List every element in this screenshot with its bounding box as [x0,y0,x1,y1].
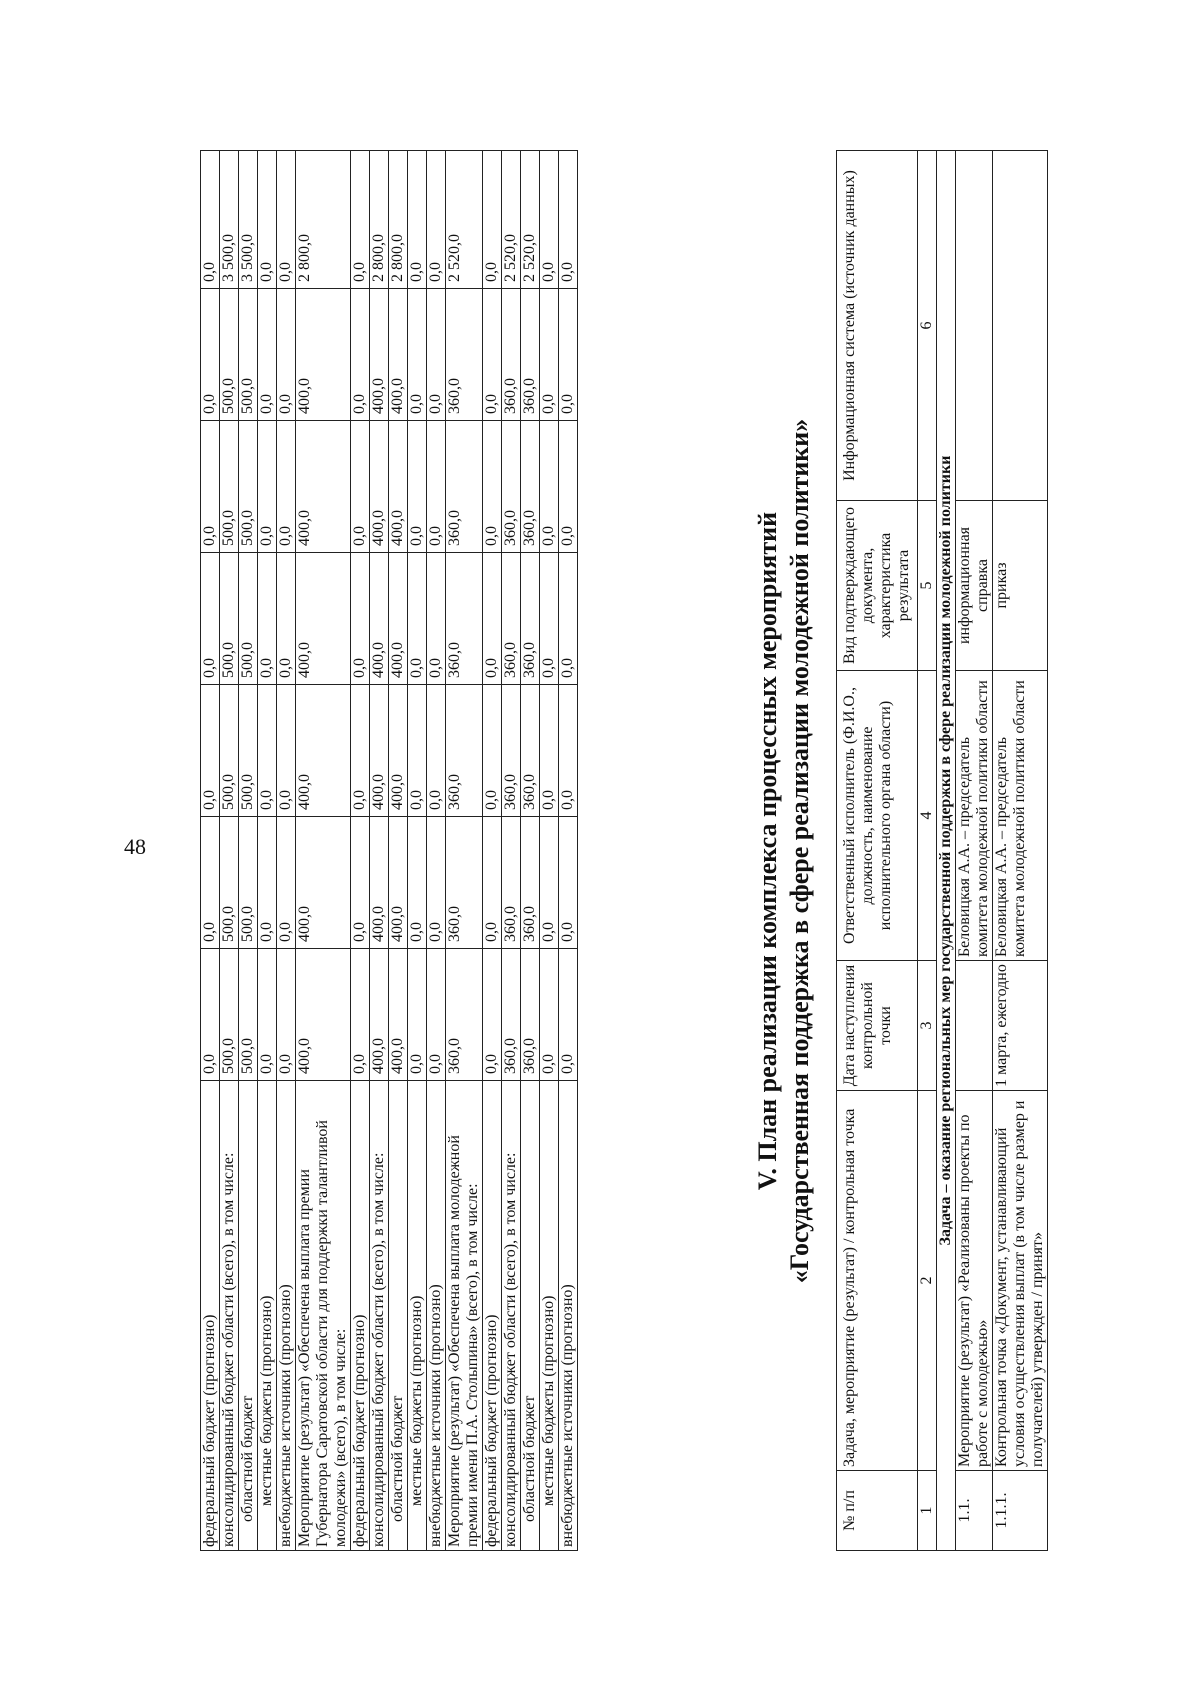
task-row [937,151,956,1551]
finance-row-value: 360,0 [502,817,521,949]
finance-row-value: 0,0 [483,151,502,289]
finance-row-value: 400,0 [389,553,408,685]
plan-row-system [993,151,1048,501]
finance-row-label: местные бюджеты (прогнозно) [408,1081,427,1551]
finance-row-value: 400,0 [370,685,389,817]
finance-row-label: внебюджетные источники (прогнозно) [427,1081,446,1551]
finance-row-label: местные бюджеты (прогнозно) [540,1081,559,1551]
finance-row-value: 0,0 [277,553,296,685]
finance-row [296,151,351,1551]
finance-row-value: 0,0 [483,685,502,817]
finance-row-value: 0,0 [277,685,296,817]
finance-row-value: 0,0 [427,553,446,685]
finance-row-value: 0,0 [408,421,427,553]
finance-row-value: 500,0 [220,421,239,553]
finance-row-value: 360,0 [521,949,540,1081]
finance-row-value: 400,0 [389,421,408,553]
finance-row-value: 0,0 [258,289,277,421]
plan-row-doc: информационная справка [956,501,993,671]
finance-row-value: 0,0 [408,949,427,1081]
finance-row-value: 0,0 [559,421,578,553]
finance-row-value: 360,0 [502,421,521,553]
finance-row-value: 400,0 [296,421,351,553]
finance-row [559,151,578,1551]
finance-row [502,151,521,1551]
finance-row-value: 400,0 [296,553,351,685]
finance-row-value: 0,0 [483,289,502,421]
finance-row [521,151,540,1551]
finance-row-value: 0,0 [540,817,559,949]
header-responsible: Ответственный исполнитель (Ф.И.О., должность, наименование исполнительного органа области) [837,671,918,961]
finance-row-value: 500,0 [220,685,239,817]
finance-row-value: 0,0 [540,949,559,1081]
finance-row-value: 0,0 [201,817,220,949]
finance-row-label: консолидированный бюджет области (всего), в том числе: [370,1081,389,1551]
plan-row [993,151,1048,1551]
finance-row [389,151,408,1551]
col-number: 3 [918,961,937,1091]
finance-row-value: 500,0 [239,289,258,421]
finance-row-value: 0,0 [559,817,578,949]
finance-row-value: 0,0 [540,553,559,685]
finance-row-value: 500,0 [239,949,258,1081]
plan-row-name: Мероприятие (результат) «Реализованы проекты по работе с молодежью» [956,1091,993,1471]
finance-row [277,151,296,1551]
finance-row-value: 0,0 [408,289,427,421]
finance-row-value: 360,0 [446,289,483,421]
finance-row-value: 360,0 [521,685,540,817]
finance-row [239,151,258,1551]
finance-row-value: 400,0 [389,289,408,421]
finance-row-value: 0,0 [408,685,427,817]
finance-row-value: 0,0 [559,151,578,289]
finance-row-label: Мероприятие (результат) «Обеспечена выплата премии Губернатора Саратовской области для поддержки талантливой молодежи» (всего), в том числе: [296,1081,351,1551]
finance-row-value: 0,0 [540,685,559,817]
finance-row-value: 500,0 [239,685,258,817]
finance-row-label: федеральный бюджет (прогнозно) [201,1081,220,1551]
finance-row-label: внебюджетные источники (прогнозно) [277,1081,296,1551]
finance-row-value: 0,0 [201,553,220,685]
finance-row-label: консолидированный бюджет области (всего), в том числе: [502,1081,521,1551]
plan-row-responsible: Беловицкая А.А. – председатель комитета молодежной политики области [993,671,1048,961]
finance-row-value: 0,0 [351,151,370,289]
finance-row-value: 2 520,0 [502,151,521,289]
finance-row [540,151,559,1551]
finance-row-value: 0,0 [408,553,427,685]
finance-row [370,151,389,1551]
task-cell: Задача – оказание региональных мер государственной поддержки в сфере реализации молодежной политики [937,151,956,1551]
finance-row-value: 0,0 [351,685,370,817]
finance-row-label: областной бюджет [389,1081,408,1551]
finance-row-value: 0,0 [258,949,277,1081]
finance-row-value: 0,0 [258,421,277,553]
finance-row-value: 0,0 [201,421,220,553]
col-number: 6 [918,151,937,501]
plan-row-num: 1.1. [956,1471,993,1551]
finance-row-value: 400,0 [296,289,351,421]
finance-row-value: 0,0 [277,289,296,421]
finance-row-value: 2 800,0 [370,151,389,289]
page-number: 48 [124,834,146,859]
finance-row-value: 0,0 [201,685,220,817]
header-system: Информационная система (источник данных) [837,151,918,501]
finance-row-value: 0,0 [427,685,446,817]
finance-row-value: 0,0 [483,553,502,685]
finance-row [446,151,483,1551]
finance-row-value: 360,0 [521,421,540,553]
finance-row-value: 0,0 [201,949,220,1081]
finance-row-label: Мероприятие (результат) «Обеспечена выплата молодежной премии имени П.А. Столыпина» (всего), в том числе: [446,1081,483,1551]
finance-row-label: местные бюджеты (прогнозно) [258,1081,277,1551]
finance-row-value: 0,0 [351,289,370,421]
finance-row-value: 360,0 [502,553,521,685]
finance-row-value: 400,0 [389,817,408,949]
finance-row-label: внебюджетные источники (прогнозно) [559,1081,578,1551]
plan-row-date [956,961,993,1091]
header-name: Задача, мероприятие (результат) / контрольная точка [837,1091,918,1471]
finance-row-value: 0,0 [540,421,559,553]
finance-row-value: 0,0 [427,151,446,289]
finance-row-value: 0,0 [258,151,277,289]
finance-row-value: 0,0 [483,817,502,949]
section-title-line2: «Государственная поддержка в сфере реализации молодежной политики» [785,418,814,1284]
col-number: 2 [918,1091,937,1471]
finance-row-value: 360,0 [446,421,483,553]
finance-row-value: 360,0 [446,685,483,817]
finance-row-value: 0,0 [258,553,277,685]
finance-row-value: 0,0 [408,151,427,289]
finance-row-value: 400,0 [370,553,389,685]
finance-row-value: 400,0 [370,421,389,553]
finance-row-value: 360,0 [502,289,521,421]
finance-row-value: 0,0 [201,289,220,421]
section-title-line1: V. План реализации комплекса процессных мероприятий [753,511,782,1191]
finance-row-value: 400,0 [296,817,351,949]
finance-row-value: 360,0 [521,817,540,949]
finance-row-value: 500,0 [220,817,239,949]
finance-row-value: 0,0 [277,949,296,1081]
finance-row-value: 500,0 [239,817,258,949]
finance-row-value: 400,0 [370,949,389,1081]
finance-row-value: 400,0 [370,289,389,421]
plan-row [956,151,993,1551]
finance-row-value: 0,0 [540,289,559,421]
finance-row-value: 400,0 [296,685,351,817]
finance-row-value: 500,0 [220,949,239,1081]
finance-row-value: 0,0 [258,817,277,949]
col-number: 1 [918,1471,937,1551]
finance-row-label: областной бюджет [521,1081,540,1551]
plan-row-date: 1 марта, ежегодно [993,961,1048,1091]
finance-row-value: 0,0 [427,289,446,421]
plan-header-row [837,151,918,1551]
finance-row [220,151,239,1551]
finance-row-value: 0,0 [427,949,446,1081]
finance-row-value: 3 500,0 [239,151,258,289]
section-title [752,151,816,1551]
finance-row-value: 500,0 [220,289,239,421]
finance-row-value: 360,0 [446,817,483,949]
finance-row-value: 0,0 [201,151,220,289]
finance-row-value: 0,0 [559,553,578,685]
finance-row-value: 0,0 [483,421,502,553]
finance-row-value: 400,0 [296,949,351,1081]
finance-row-value: 500,0 [239,553,258,685]
finance-row-value: 0,0 [559,685,578,817]
col-number: 5 [918,501,937,671]
finance-row-value: 360,0 [502,685,521,817]
finance-row [351,151,370,1551]
finance-row-value: 0,0 [540,151,559,289]
plan-table [836,150,1048,1551]
finance-row [201,151,220,1551]
finance-row [483,151,502,1551]
plan-row-num: 1.1.1. [993,1471,1048,1551]
finance-row-value: 0,0 [277,817,296,949]
finance-row-value: 0,0 [408,817,427,949]
finance-row-value: 0,0 [277,151,296,289]
finance-row [408,151,427,1551]
finance-row-value: 0,0 [559,289,578,421]
finance-row-label: областной бюджет [239,1081,258,1551]
plan-row-name: Контрольная точка «Документ, устанавливающий условия осуществления выплат (в том числе размер и получателей) утвержден / принят» [993,1091,1048,1471]
header-date: Дата наступления контрольной точки [837,961,918,1091]
finance-row-value: 400,0 [370,817,389,949]
finance-row-value: 0,0 [427,817,446,949]
finance-row-value: 2 520,0 [446,151,483,289]
finance-row-value: 360,0 [502,949,521,1081]
finance-row-label: федеральный бюджет (прогнозно) [483,1081,502,1551]
finance-row-value: 2 800,0 [389,151,408,289]
finance-row-value: 0,0 [351,421,370,553]
plan-row-system [956,151,993,501]
header-num: № п/п [837,1471,918,1551]
finance-row-value: 3 500,0 [220,151,239,289]
col-number: 4 [918,671,937,961]
finance-row-value: 0,0 [559,949,578,1081]
finance-row-value: 0,0 [351,817,370,949]
finance-row-value: 0,0 [483,949,502,1081]
finance-row [427,151,446,1551]
rotated-page-content [200,151,1200,1551]
header-doc: Вид подтверждающего документа, характеристика результата [837,501,918,671]
finance-row-value: 2 520,0 [521,151,540,289]
finance-row-value: 0,0 [277,421,296,553]
plan-colnum-row [918,151,937,1551]
finance-table-body [201,151,578,1551]
finance-row-value: 0,0 [258,685,277,817]
finance-row-value: 360,0 [446,949,483,1081]
finance-row-value: 360,0 [521,289,540,421]
finance-row-value: 500,0 [239,421,258,553]
finance-row-value: 0,0 [351,553,370,685]
plan-row-responsible: Беловицкая А.А. – председатель комитета молодежной политики области [956,671,993,961]
finance-row-value: 360,0 [446,553,483,685]
finance-row [258,151,277,1551]
finance-row-label: федеральный бюджет (прогнозно) [351,1081,370,1551]
finance-row-value: 400,0 [389,685,408,817]
finance-table [200,150,578,1551]
finance-row-value: 500,0 [220,553,239,685]
finance-row-value: 0,0 [427,421,446,553]
plan-row-doc: приказ [993,501,1048,671]
finance-row-value: 2 800,0 [296,151,351,289]
finance-row-value: 0,0 [351,949,370,1081]
finance-row-label: консолидированный бюджет области (всего), в том числе: [220,1081,239,1551]
finance-row-value: 400,0 [389,949,408,1081]
finance-row-value: 360,0 [521,553,540,685]
